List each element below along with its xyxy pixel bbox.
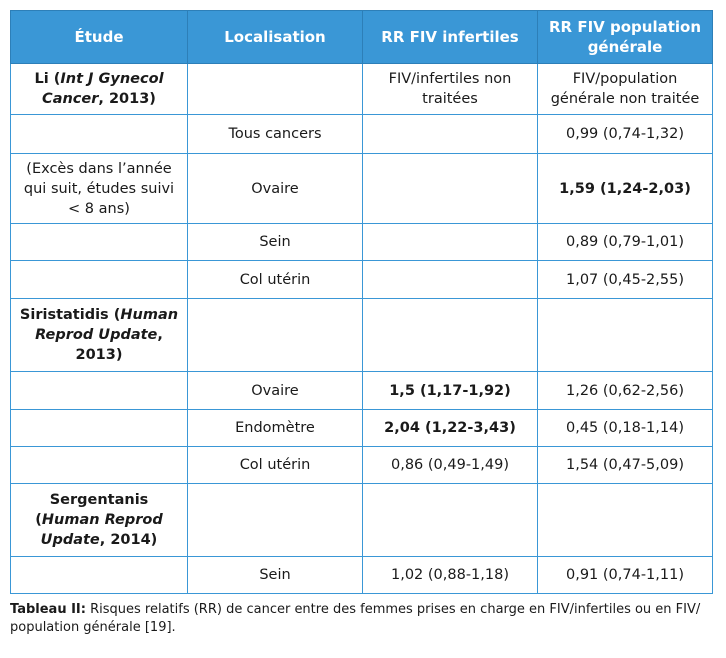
table-row <box>11 154 713 224</box>
cell-rr-population: 1,07 (0,45-2,55) <box>538 261 713 299</box>
cell-localisation <box>188 484 363 557</box>
cell-localisation: Sein <box>188 224 363 261</box>
cell-rr-infertiles: FIV/infertiles non traitées <box>363 64 538 115</box>
table-row <box>11 64 713 115</box>
header-rr-population: RR FIV population générale <box>538 11 713 64</box>
study-author: Li <box>34 71 49 87</box>
caption-label: Tableau II: <box>10 602 86 617</box>
cell-localisation <box>188 64 363 115</box>
table-container <box>10 10 712 594</box>
cell-etude: Siristatidis (Human Reprod Update, 2013) <box>11 299 188 372</box>
cell-etude <box>11 557 188 594</box>
cell-rr-population: 0,99 (0,74-1,32) <box>538 115 713 154</box>
table-caption <box>10 601 712 637</box>
cell-rr-infertiles: 0,86 (0,49-1,49) <box>363 447 538 484</box>
rr-table <box>10 10 713 594</box>
cell-rr-infertiles <box>363 261 538 299</box>
cell-rr-population <box>538 484 713 557</box>
cell-localisation: Tous cancers <box>188 115 363 154</box>
cell-rr-population: 1,59 (1,24-2,03) <box>538 154 713 224</box>
cell-etude <box>11 447 188 484</box>
cell-localisation: Col utérin <box>188 261 363 299</box>
cell-localisation: Ovaire <box>188 154 363 224</box>
table-row <box>11 224 713 261</box>
header-rr-infertiles: RR FIV infertiles <box>363 11 538 64</box>
study-journal: Human Reprod Update <box>40 512 163 548</box>
table-row <box>11 410 713 447</box>
table-row <box>11 484 713 557</box>
cell-etude <box>11 372 188 410</box>
cell-localisation: Sein <box>188 557 363 594</box>
table-row <box>11 299 713 372</box>
study-author: Sergentanis <box>49 492 149 508</box>
cell-rr-infertiles: 1,02 (0,88-1,18) <box>363 557 538 594</box>
cell-rr-infertiles: 1,5 (1,17-1,92) <box>363 372 538 410</box>
table-row <box>11 261 713 299</box>
cell-etude: Li (Int J Gynecol Cancer, 2013) <box>11 64 188 115</box>
study-note: (Excès dans l’année qui suit, études suivi < 8 ans) <box>23 160 175 217</box>
cell-rr-population: 0,91 (0,74-1,11) <box>538 557 713 594</box>
cell-rr-population: 1,26 (0,62-2,56) <box>538 372 713 410</box>
table-row <box>11 372 713 410</box>
header-row <box>11 11 713 64</box>
cell-rr-infertiles <box>363 484 538 557</box>
cell-rr-infertiles: 2,04 (1,22-3,43) <box>363 410 538 447</box>
cell-etude <box>11 154 188 224</box>
caption-text: Risques relatifs (RR) de cancer entre des femmes prises en charge en FIV/infertiles ou en FIV/ population générale [19]. <box>10 602 701 635</box>
cell-rr-population: FIV/population générale non traitée <box>538 64 713 115</box>
study-author: Siristatidis <box>19 307 109 323</box>
cell-etude <box>11 410 188 447</box>
cell-etude: Sergentanis (Human Reprod Update, 2014) <box>11 484 188 557</box>
study-year: , 2013) <box>75 327 163 363</box>
study-journal: Human Reprod Update <box>35 307 179 343</box>
cell-rr-infertiles <box>363 224 538 261</box>
cell-localisation <box>188 299 363 372</box>
cell-localisation: Endomètre <box>188 410 363 447</box>
cell-rr-population: 1,54 (0,47-5,09) <box>538 447 713 484</box>
table-row <box>11 447 713 484</box>
cell-rr-infertiles <box>363 154 538 224</box>
cell-etude <box>11 261 188 299</box>
cell-localisation: Ovaire <box>188 372 363 410</box>
study-year: , 2014) <box>99 532 158 548</box>
table-body <box>11 64 713 594</box>
cell-rr-population: 0,89 (0,79-1,01) <box>538 224 713 261</box>
study-year: , 2013) <box>98 91 156 107</box>
header-localisation: Localisation <box>188 11 363 64</box>
table-row <box>11 115 713 154</box>
cell-rr-infertiles <box>363 115 538 154</box>
header-etude: Étude <box>11 11 188 64</box>
cell-rr-infertiles <box>363 299 538 372</box>
cell-etude <box>11 115 188 154</box>
cell-rr-population <box>538 299 713 372</box>
cell-localisation: Col utérin <box>188 447 363 484</box>
cell-rr-population: 0,45 (0,18-1,14) <box>538 410 713 447</box>
study-journal: Int J Gynecol Cancer <box>42 71 164 107</box>
table-row <box>11 557 713 594</box>
cell-etude <box>11 224 188 261</box>
